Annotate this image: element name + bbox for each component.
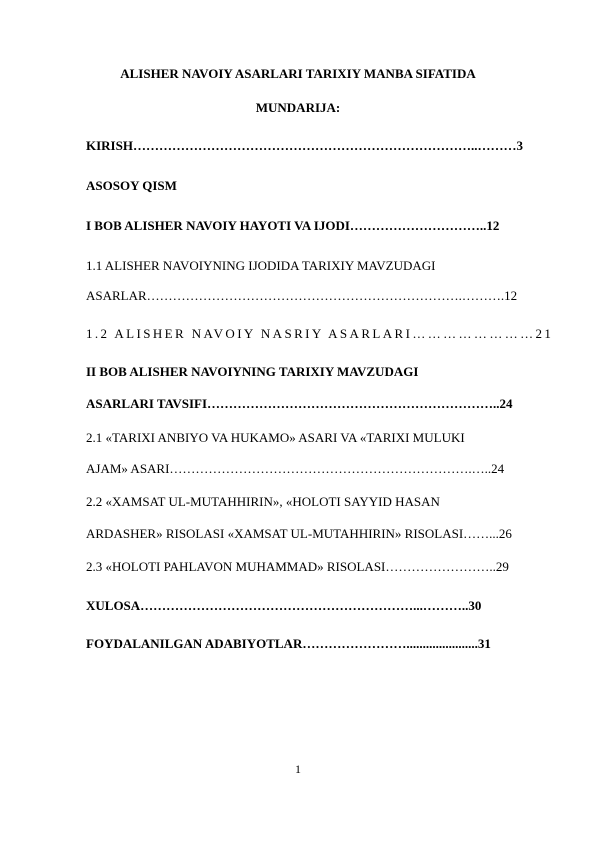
toc-entry-adabiyotlar: FOYDALANILGAN ADABIYOTLAR……………………......................31 <box>86 636 491 651</box>
toc-entry-2-1: 2.1 «TARIXI ANBIYO VA HUKAMO» ASARI VA «TARIXI MULUKI <box>86 430 465 445</box>
toc-entry-1-2: 1.2 ALISHER NAVOIY NASRIY ASARLARI……………………21 <box>86 326 554 341</box>
contents-heading: MUNDARIJA: <box>255 100 341 115</box>
document-title: ALISHER NAVOIY ASARLARI TARIXIY MANBA SIFATIDA <box>120 66 476 81</box>
toc-entry-chapter-2-cont: ASARLARI TAVSIFI…………………………………………………………..24 <box>86 396 513 411</box>
toc-entry-1-1-cont: ASARLAR……………………………………………………………….……….12 <box>86 288 518 303</box>
toc-entry-2-3: 2.3 «HOLOTI PAHLAVON MUHAMMAD» RISOLASI……………………..29 <box>86 559 509 574</box>
toc-entry-xulosa: XULOSA………………………………………………………...………..30 <box>86 598 482 613</box>
toc-entry-2-2: 2.2 «XAMSAT UL-MUTAHHIRIN», «HOLOTI SAYYID HASAN <box>86 494 440 509</box>
toc-entry-chapter-1: I BOB ALISHER NAVOIY HAYOTI VA IJODI…………………………..12 <box>86 218 500 233</box>
toc-entry-1-1: 1.1 ALISHER NAVOIYNING IJODIDA TARIXIY MAVZUDAGI <box>86 258 436 273</box>
toc-entry-asosoy-qism: ASOSOY QISM <box>86 178 177 193</box>
page-number: 1 <box>295 762 301 776</box>
toc-entry-2-1-cont: AJAM» ASARI…………………………………………………………….…..24 <box>86 461 505 476</box>
toc-entry-chapter-2: II BOB ALISHER NAVOIYNING TARIXIY MAVZUDAGI <box>86 364 419 379</box>
toc-entry-kirish: KIRISH……………………………………………………………………..………3 <box>86 138 523 153</box>
toc-entry-2-2-cont: ARDASHER» RISOLASI «XAMSAT UL-MUTAHHIRIN» RISOLASI……...26 <box>86 526 512 541</box>
